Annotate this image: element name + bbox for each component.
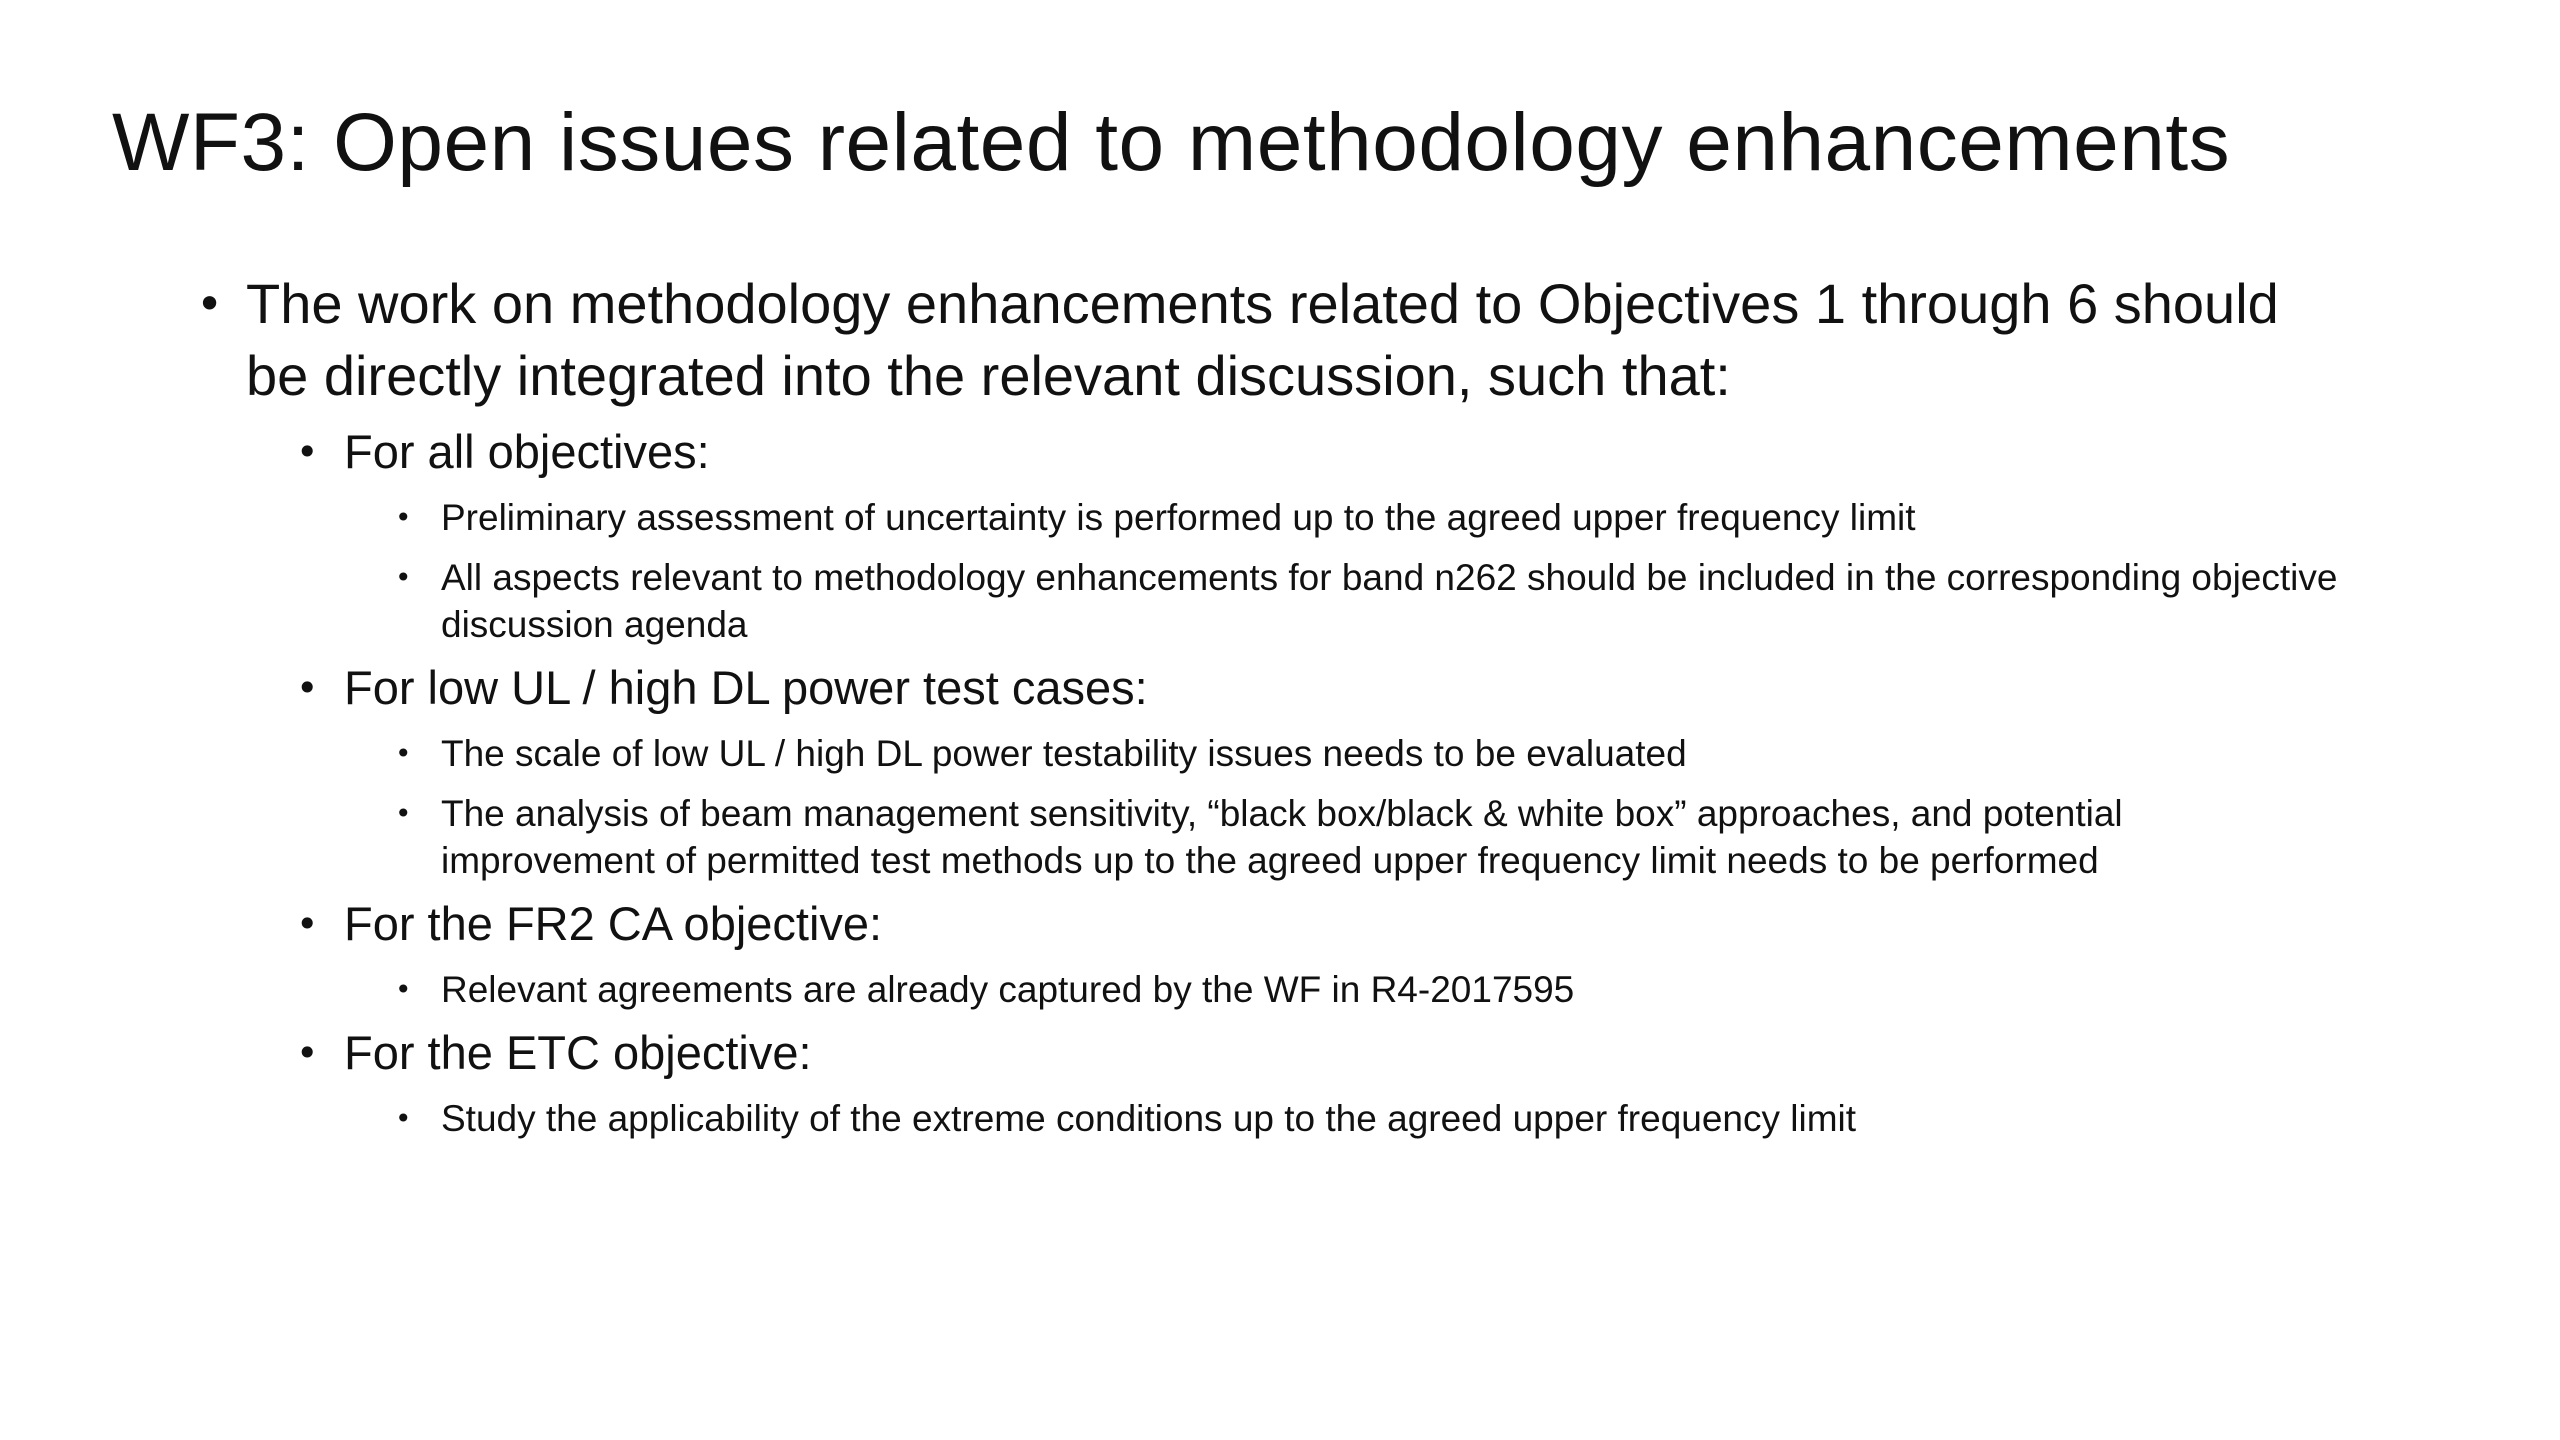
section-heading-text: For all objectives: xyxy=(344,425,710,478)
sub-bullet-text: The scale of low UL / high DL power testability issues needs to be evaluated xyxy=(441,733,1687,774)
sub-bullet-point xyxy=(395,494,2341,541)
sub-bullet-text: Preliminary assessment of uncertainty is performed up to the agreed upper frequency limit xyxy=(441,497,1916,538)
sub-bullet-point xyxy=(395,966,2341,1013)
section-heading-low-ul-high-dl xyxy=(296,658,2344,718)
section-heading-text: For low UL / high DL power test cases: xyxy=(344,661,1148,714)
bullet-icon: • xyxy=(395,501,412,534)
bullet-icon: • xyxy=(296,430,319,474)
sub-bullet-text: Relevant agreements are already captured by the WF in R4-2017595 xyxy=(441,969,1575,1010)
section-heading-all-objectives xyxy=(296,422,2344,482)
sub-bullet-point xyxy=(395,730,2341,777)
bullet-icon: • xyxy=(395,973,412,1006)
main-bullet-point xyxy=(196,268,2306,412)
sub-bullet-text: The analysis of beam management sensitivity, “black box/black & white box” approaches, and potential improvement of permitted test methods up to the agreed upper frequency limit needs to be performed xyxy=(441,793,2123,881)
sub-bullet-point xyxy=(395,790,2341,884)
bullet-icon: • xyxy=(395,737,412,770)
sub-bullet-text: Study the applicability of the extreme conditions up to the agreed upper frequency limit xyxy=(441,1098,1857,1139)
sub-bullet-point xyxy=(395,554,2341,648)
sub-bullet-point xyxy=(395,1095,2341,1142)
bullet-icon: • xyxy=(196,277,224,331)
main-bullet-text: The work on methodology enhancements related to Objectives 1 through 6 should be directly integrated into the relevant discussion, such that: xyxy=(246,272,2279,407)
section-heading-fr2-ca xyxy=(296,894,2344,954)
sub-bullet-text: All aspects relevant to methodology enhancements for band n262 should be included in the corresponding objective discussion agenda xyxy=(441,557,2338,645)
bullet-icon: • xyxy=(296,902,319,946)
bullet-icon: • xyxy=(395,561,412,594)
slide-title: WF3: Open issues related to methodology enhancements xyxy=(112,97,2231,188)
slide-body xyxy=(0,268,2560,1142)
bullet-icon: • xyxy=(395,1102,412,1135)
bullet-icon: • xyxy=(296,666,319,710)
bullet-icon: • xyxy=(296,1031,319,1075)
section-heading-text: For the FR2 CA objective: xyxy=(344,897,883,950)
section-heading-text: For the ETC objective: xyxy=(344,1026,812,1079)
section-heading-etc xyxy=(296,1023,2344,1083)
bullet-icon: • xyxy=(395,797,412,830)
